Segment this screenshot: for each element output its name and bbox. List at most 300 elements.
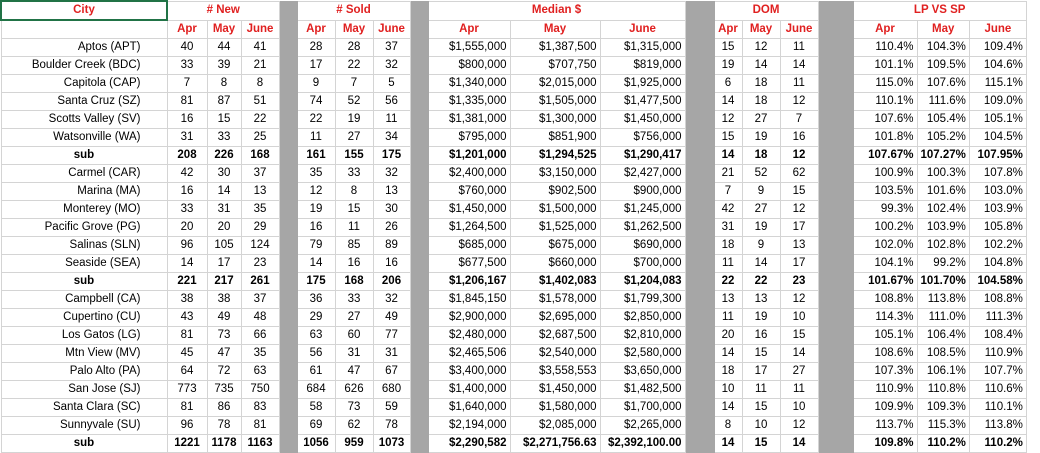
sold-cell[interactable]: 16 <box>373 255 410 273</box>
sold-cell[interactable]: 22 <box>297 111 335 129</box>
new-cell[interactable]: 38 <box>167 291 207 309</box>
sold-cell[interactable]: 60 <box>335 327 373 345</box>
lpsp-cell[interactable]: 109.4% <box>969 39 1026 57</box>
new-cell[interactable]: 8 <box>207 75 241 93</box>
sold-cell[interactable]: 16 <box>297 219 335 237</box>
sold-cell[interactable]: 32 <box>373 165 410 183</box>
lpsp-cell[interactable]: 104.58% <box>969 273 1026 291</box>
median-cell[interactable]: $707,750 <box>510 57 600 75</box>
sold-cell[interactable]: 37 <box>373 39 410 57</box>
lpsp-cell[interactable]: 110.1% <box>969 399 1026 417</box>
new-cell[interactable]: 1163 <box>241 435 279 453</box>
sold-cell[interactable]: 61 <box>297 363 335 381</box>
sold-cell[interactable]: 959 <box>335 435 373 453</box>
lpsp-cell[interactable]: 106.1% <box>917 363 969 381</box>
median-cell[interactable]: $800,000 <box>428 57 510 75</box>
sold-cell[interactable]: 34 <box>373 129 410 147</box>
lpsp-cell[interactable]: 103.9% <box>969 201 1026 219</box>
dom-cell[interactable]: 14 <box>780 435 818 453</box>
dom-cell[interactable]: 12 <box>714 111 742 129</box>
month-header-lpsp-0[interactable]: Apr <box>853 20 917 39</box>
dom-cell[interactable]: 22 <box>714 273 742 291</box>
sold-cell[interactable]: 30 <box>373 201 410 219</box>
median-cell[interactable]: $1,201,000 <box>428 147 510 165</box>
city-cell[interactable]: Sunnyvale (SU) <box>1 417 167 435</box>
new-cell[interactable]: 66 <box>241 327 279 345</box>
lpsp-cell[interactable]: 102.0% <box>853 237 917 255</box>
median-cell[interactable]: $2,392,100.00 <box>600 435 685 453</box>
lpsp-cell[interactable]: 113.7% <box>853 417 917 435</box>
lpsp-cell[interactable]: 107.8% <box>969 165 1026 183</box>
city-cell[interactable]: Los Gatos (LG) <box>1 327 167 345</box>
sold-cell[interactable]: 27 <box>335 129 373 147</box>
dom-cell[interactable]: 20 <box>714 327 742 345</box>
city-cell[interactable]: Santa Clara (SC) <box>1 399 167 417</box>
new-cell[interactable]: 14 <box>167 255 207 273</box>
new-cell[interactable]: 87 <box>207 93 241 111</box>
lpsp-cell[interactable]: 101.67% <box>853 273 917 291</box>
city-cell[interactable]: Carmel (CAR) <box>1 165 167 183</box>
dom-cell[interactable]: 11 <box>780 39 818 57</box>
lpsp-cell[interactable]: 115.3% <box>917 417 969 435</box>
dom-cell[interactable]: 13 <box>742 291 780 309</box>
new-cell[interactable]: 221 <box>167 273 207 291</box>
city-cell[interactable]: Scotts Valley (SV) <box>1 111 167 129</box>
lpsp-cell[interactable]: 108.5% <box>917 345 969 363</box>
sold-cell[interactable]: 161 <box>297 147 335 165</box>
header-median[interactable]: Median $ <box>428 1 685 20</box>
sold-cell[interactable]: 1056 <box>297 435 335 453</box>
median-cell[interactable]: $1,262,500 <box>600 219 685 237</box>
median-cell[interactable]: $2,085,000 <box>510 417 600 435</box>
new-cell[interactable]: 23 <box>241 255 279 273</box>
median-cell[interactable]: $1,290,417 <box>600 147 685 165</box>
median-cell[interactable]: $677,500 <box>428 255 510 273</box>
dom-cell[interactable]: 6 <box>714 75 742 93</box>
new-cell[interactable]: 41 <box>241 39 279 57</box>
median-cell[interactable]: $1,580,000 <box>510 399 600 417</box>
sold-cell[interactable]: 5 <box>373 75 410 93</box>
header-city[interactable]: City <box>1 1 167 20</box>
sold-cell[interactable]: 31 <box>373 345 410 363</box>
sold-cell[interactable]: 31 <box>335 345 373 363</box>
median-cell[interactable]: $2,265,000 <box>600 417 685 435</box>
city-cell[interactable]: San Jose (SJ) <box>1 381 167 399</box>
new-cell[interactable]: 16 <box>167 183 207 201</box>
dom-cell[interactable]: 14 <box>780 57 818 75</box>
dom-cell[interactable]: 15 <box>714 39 742 57</box>
lpsp-cell[interactable]: 109.3% <box>917 399 969 417</box>
dom-cell[interactable]: 15 <box>742 399 780 417</box>
dom-cell[interactable]: 22 <box>742 273 780 291</box>
new-cell[interactable]: 37 <box>241 291 279 309</box>
lpsp-cell[interactable]: 101.70% <box>917 273 969 291</box>
sold-cell[interactable]: 85 <box>335 237 373 255</box>
median-cell[interactable]: $1,204,083 <box>600 273 685 291</box>
sold-cell[interactable]: 56 <box>297 345 335 363</box>
month-header-new-2[interactable]: June <box>241 20 279 39</box>
sold-cell[interactable]: 63 <box>297 327 335 345</box>
median-cell[interactable]: $1,402,083 <box>510 273 600 291</box>
new-cell[interactable]: 261 <box>241 273 279 291</box>
median-cell[interactable]: $1,450,000 <box>510 381 600 399</box>
sold-cell[interactable]: 680 <box>373 381 410 399</box>
new-cell[interactable]: 33 <box>167 57 207 75</box>
median-cell[interactable]: $819,000 <box>600 57 685 75</box>
dom-cell[interactable]: 12 <box>780 291 818 309</box>
median-cell[interactable]: $2,850,000 <box>600 309 685 327</box>
dom-cell[interactable]: 42 <box>714 201 742 219</box>
lpsp-cell[interactable]: 104.3% <box>917 39 969 57</box>
new-cell[interactable]: 81 <box>167 399 207 417</box>
median-cell[interactable]: $1,477,500 <box>600 93 685 111</box>
sold-cell[interactable]: 52 <box>335 93 373 111</box>
new-cell[interactable]: 33 <box>207 129 241 147</box>
new-cell[interactable]: 14 <box>207 183 241 201</box>
median-cell[interactable]: $1,340,000 <box>428 75 510 93</box>
lpsp-cell[interactable]: 108.4% <box>969 327 1026 345</box>
median-cell[interactable]: $3,558,553 <box>510 363 600 381</box>
median-cell[interactable]: $3,400,000 <box>428 363 510 381</box>
city-cell[interactable]: Campbell (CA) <box>1 291 167 309</box>
median-cell[interactable]: $1,400,000 <box>428 381 510 399</box>
sold-cell[interactable]: 26 <box>373 219 410 237</box>
median-cell[interactable]: $2,480,000 <box>428 327 510 345</box>
city-cell[interactable]: Mtn View (MV) <box>1 345 167 363</box>
median-cell[interactable]: $1,640,000 <box>428 399 510 417</box>
dom-cell[interactable]: 12 <box>780 93 818 111</box>
new-cell[interactable]: 45 <box>167 345 207 363</box>
sold-cell[interactable]: 155 <box>335 147 373 165</box>
month-header-new-0[interactable]: Apr <box>167 20 207 39</box>
sold-cell[interactable]: 33 <box>335 165 373 183</box>
new-cell[interactable]: 17 <box>207 255 241 273</box>
dom-cell[interactable]: 14 <box>714 345 742 363</box>
lpsp-cell[interactable]: 101.8% <box>853 129 917 147</box>
new-cell[interactable]: 15 <box>207 111 241 129</box>
new-cell[interactable]: 44 <box>207 39 241 57</box>
median-cell[interactable]: $700,000 <box>600 255 685 273</box>
new-cell[interactable]: 73 <box>207 327 241 345</box>
sold-cell[interactable]: 19 <box>335 111 373 129</box>
dom-cell[interactable]: 9 <box>742 237 780 255</box>
sold-cell[interactable]: 33 <box>335 291 373 309</box>
city-cell[interactable]: Boulder Creek (BDC) <box>1 57 167 75</box>
dom-cell[interactable]: 14 <box>742 57 780 75</box>
new-cell[interactable]: 217 <box>207 273 241 291</box>
sold-cell[interactable]: 56 <box>373 93 410 111</box>
lpsp-cell[interactable]: 107.95% <box>969 147 1026 165</box>
dom-cell[interactable]: 19 <box>714 57 742 75</box>
lpsp-cell[interactable]: 107.27% <box>917 147 969 165</box>
new-cell[interactable]: 96 <box>167 237 207 255</box>
lpsp-cell[interactable]: 104.8% <box>969 255 1026 273</box>
dom-cell[interactable]: 17 <box>742 363 780 381</box>
dom-cell[interactable]: 8 <box>714 417 742 435</box>
median-cell[interactable]: $2,580,000 <box>600 345 685 363</box>
sold-cell[interactable]: 89 <box>373 237 410 255</box>
month-header-lpsp-2[interactable]: June <box>969 20 1026 39</box>
lpsp-cell[interactable]: 105.1% <box>853 327 917 345</box>
sold-cell[interactable]: 175 <box>373 147 410 165</box>
median-cell[interactable]: $660,000 <box>510 255 600 273</box>
lpsp-cell[interactable]: 103.9% <box>917 219 969 237</box>
dom-cell[interactable]: 14 <box>780 345 818 363</box>
new-cell[interactable]: 13 <box>241 183 279 201</box>
new-cell[interactable]: 96 <box>167 417 207 435</box>
lpsp-cell[interactable]: 101.6% <box>917 183 969 201</box>
median-cell[interactable]: $1,500,000 <box>510 201 600 219</box>
dom-cell[interactable]: 7 <box>714 183 742 201</box>
median-cell[interactable]: $1,264,500 <box>428 219 510 237</box>
new-cell[interactable]: 735 <box>207 381 241 399</box>
new-cell[interactable]: 43 <box>167 309 207 327</box>
sold-cell[interactable]: 684 <box>297 381 335 399</box>
sold-cell[interactable]: 32 <box>373 291 410 309</box>
median-cell[interactable]: $900,000 <box>600 183 685 201</box>
dom-cell[interactable]: 12 <box>742 39 780 57</box>
dom-cell[interactable]: 19 <box>742 219 780 237</box>
lpsp-cell[interactable]: 101.1% <box>853 57 917 75</box>
dom-cell[interactable]: 14 <box>714 147 742 165</box>
city-cell[interactable]: Cupertino (CU) <box>1 309 167 327</box>
month-header-median-0[interactable]: Apr <box>428 20 510 39</box>
lpsp-cell[interactable]: 107.67% <box>853 147 917 165</box>
sold-cell[interactable]: 13 <box>373 183 410 201</box>
sold-cell[interactable]: 17 <box>297 57 335 75</box>
lpsp-cell[interactable]: 113.8% <box>917 291 969 309</box>
lpsp-cell[interactable]: 110.1% <box>853 93 917 111</box>
sold-cell[interactable]: 8 <box>335 183 373 201</box>
dom-cell[interactable]: 15 <box>742 435 780 453</box>
lpsp-cell[interactable]: 107.6% <box>853 111 917 129</box>
new-cell[interactable]: 773 <box>167 381 207 399</box>
lpsp-cell[interactable]: 102.4% <box>917 201 969 219</box>
new-cell[interactable]: 20 <box>207 219 241 237</box>
dom-cell[interactable]: 31 <box>714 219 742 237</box>
dom-cell[interactable]: 27 <box>780 363 818 381</box>
dom-cell[interactable]: 14 <box>714 93 742 111</box>
median-cell[interactable]: $1,700,000 <box>600 399 685 417</box>
sold-cell[interactable]: 74 <box>297 93 335 111</box>
median-cell[interactable]: $2,427,000 <box>600 165 685 183</box>
dom-cell[interactable]: 12 <box>780 201 818 219</box>
sold-cell[interactable]: 12 <box>297 183 335 201</box>
new-cell[interactable]: 37 <box>241 165 279 183</box>
new-cell[interactable]: 1221 <box>167 435 207 453</box>
dom-cell[interactable]: 15 <box>780 327 818 345</box>
dom-cell[interactable]: 11 <box>780 75 818 93</box>
dom-cell[interactable]: 18 <box>714 363 742 381</box>
month-header-sold-1[interactable]: May <box>335 20 373 39</box>
lpsp-cell[interactable]: 99.2% <box>917 255 969 273</box>
median-cell[interactable]: $851,900 <box>510 129 600 147</box>
month-header-blank[interactable] <box>1 20 167 39</box>
city-cell[interactable]: Pacific Grove (PG) <box>1 219 167 237</box>
new-cell[interactable]: 38 <box>207 291 241 309</box>
median-cell[interactable]: $1,206,167 <box>428 273 510 291</box>
dom-cell[interactable]: 18 <box>714 237 742 255</box>
sold-cell[interactable]: 19 <box>297 201 335 219</box>
city-cell[interactable]: Seaside (SEA) <box>1 255 167 273</box>
month-header-new-1[interactable]: May <box>207 20 241 39</box>
dom-cell[interactable]: 15 <box>714 129 742 147</box>
sold-cell[interactable]: 29 <box>297 309 335 327</box>
lpsp-cell[interactable]: 111.6% <box>917 93 969 111</box>
month-header-dom-0[interactable]: Apr <box>714 20 742 39</box>
sold-cell[interactable]: 1073 <box>373 435 410 453</box>
lpsp-cell[interactable]: 108.8% <box>969 291 1026 309</box>
lpsp-cell[interactable]: 100.9% <box>853 165 917 183</box>
new-cell[interactable]: 208 <box>167 147 207 165</box>
median-cell[interactable]: $1,387,500 <box>510 39 600 57</box>
new-cell[interactable]: 49 <box>207 309 241 327</box>
lpsp-cell[interactable]: 104.6% <box>969 57 1026 75</box>
city-cell[interactable]: Salinas (SLN) <box>1 237 167 255</box>
median-cell[interactable]: $1,315,000 <box>600 39 685 57</box>
month-header-sold-2[interactable]: June <box>373 20 410 39</box>
new-cell[interactable]: 29 <box>241 219 279 237</box>
city-cell[interactable]: Watsonville (WA) <box>1 129 167 147</box>
sold-cell[interactable]: 58 <box>297 399 335 417</box>
dom-cell[interactable]: 18 <box>742 93 780 111</box>
lpsp-cell[interactable]: 107.7% <box>969 363 1026 381</box>
sold-cell[interactable]: 22 <box>335 57 373 75</box>
dom-cell[interactable]: 14 <box>742 255 780 273</box>
sold-cell[interactable]: 36 <box>297 291 335 309</box>
lpsp-cell[interactable]: 110.9% <box>853 381 917 399</box>
lpsp-cell[interactable]: 105.8% <box>969 219 1026 237</box>
lpsp-cell[interactable]: 103.0% <box>969 183 1026 201</box>
month-header-median-2[interactable]: June <box>600 20 685 39</box>
new-cell[interactable]: 16 <box>167 111 207 129</box>
lpsp-cell[interactable]: 110.2% <box>917 435 969 453</box>
new-cell[interactable]: 81 <box>167 93 207 111</box>
dom-cell[interactable]: 11 <box>742 381 780 399</box>
sold-cell[interactable]: 9 <box>297 75 335 93</box>
dom-cell[interactable]: 18 <box>742 75 780 93</box>
sold-cell[interactable]: 206 <box>373 273 410 291</box>
new-cell[interactable]: 39 <box>207 57 241 75</box>
dom-cell[interactable]: 10 <box>714 381 742 399</box>
new-cell[interactable]: 226 <box>207 147 241 165</box>
sold-cell[interactable]: 168 <box>335 273 373 291</box>
dom-cell[interactable]: 11 <box>780 381 818 399</box>
sold-cell[interactable]: 15 <box>335 201 373 219</box>
lpsp-cell[interactable]: 105.4% <box>917 111 969 129</box>
city-cell[interactable]: Marina (MA) <box>1 183 167 201</box>
median-cell[interactable]: $1,925,000 <box>600 75 685 93</box>
new-cell[interactable]: 20 <box>167 219 207 237</box>
median-cell[interactable]: $1,578,000 <box>510 291 600 309</box>
new-cell[interactable]: 78 <box>207 417 241 435</box>
lpsp-cell[interactable]: 115.1% <box>969 75 1026 93</box>
median-cell[interactable]: $1,555,000 <box>428 39 510 57</box>
month-header-dom-2[interactable]: June <box>780 20 818 39</box>
lpsp-cell[interactable]: 109.5% <box>917 57 969 75</box>
new-cell[interactable]: 83 <box>241 399 279 417</box>
sold-cell[interactable]: 28 <box>297 39 335 57</box>
dom-cell[interactable]: 17 <box>780 219 818 237</box>
median-cell[interactable]: $2,015,000 <box>510 75 600 93</box>
lpsp-cell[interactable]: 102.2% <box>969 237 1026 255</box>
new-cell[interactable]: 25 <box>241 129 279 147</box>
new-cell[interactable]: 8 <box>241 75 279 93</box>
median-cell[interactable]: $760,000 <box>428 183 510 201</box>
median-cell[interactable]: $2,695,000 <box>510 309 600 327</box>
median-cell[interactable]: $1,381,000 <box>428 111 510 129</box>
lpsp-cell[interactable]: 100.3% <box>917 165 969 183</box>
new-cell[interactable]: 1178 <box>207 435 241 453</box>
sold-cell[interactable]: 78 <box>373 417 410 435</box>
new-cell[interactable]: 40 <box>167 39 207 57</box>
dom-cell[interactable]: 16 <box>780 129 818 147</box>
lpsp-cell[interactable]: 111.0% <box>917 309 969 327</box>
median-cell[interactable]: $1,294,525 <box>510 147 600 165</box>
median-cell[interactable]: $795,000 <box>428 129 510 147</box>
lpsp-cell[interactable]: 105.1% <box>969 111 1026 129</box>
sold-cell[interactable]: 67 <box>373 363 410 381</box>
median-cell[interactable]: $2,400,000 <box>428 165 510 183</box>
sold-cell[interactable]: 11 <box>335 219 373 237</box>
sold-cell[interactable]: 11 <box>297 129 335 147</box>
median-cell[interactable]: $756,000 <box>600 129 685 147</box>
dom-cell[interactable]: 12 <box>780 147 818 165</box>
dom-cell[interactable]: 19 <box>742 309 780 327</box>
dom-cell[interactable]: 62 <box>780 165 818 183</box>
median-cell[interactable]: $1,245,000 <box>600 201 685 219</box>
new-cell[interactable]: 81 <box>241 417 279 435</box>
sold-cell[interactable]: 175 <box>297 273 335 291</box>
month-header-dom-1[interactable]: May <box>742 20 780 39</box>
sold-cell[interactable]: 28 <box>335 39 373 57</box>
sold-cell[interactable]: 14 <box>297 255 335 273</box>
header-new[interactable]: # New <box>167 1 279 20</box>
lpsp-cell[interactable]: 109.8% <box>853 435 917 453</box>
dom-cell[interactable]: 18 <box>742 147 780 165</box>
new-cell[interactable]: 72 <box>207 363 241 381</box>
sold-cell[interactable]: 73 <box>335 399 373 417</box>
sold-cell[interactable]: 626 <box>335 381 373 399</box>
lpsp-cell[interactable]: 110.6% <box>969 381 1026 399</box>
new-cell[interactable]: 22 <box>241 111 279 129</box>
new-cell[interactable]: 81 <box>167 327 207 345</box>
new-cell[interactable]: 33 <box>167 201 207 219</box>
new-cell[interactable]: 35 <box>241 201 279 219</box>
new-cell[interactable]: 31 <box>207 201 241 219</box>
city-cell[interactable]: Capitola (CAP) <box>1 75 167 93</box>
sold-cell[interactable]: 16 <box>335 255 373 273</box>
median-cell[interactable]: $685,000 <box>428 237 510 255</box>
dom-cell[interactable]: 13 <box>714 291 742 309</box>
lpsp-cell[interactable]: 107.3% <box>853 363 917 381</box>
lpsp-cell[interactable]: 110.8% <box>917 381 969 399</box>
median-cell[interactable]: $3,650,000 <box>600 363 685 381</box>
median-cell[interactable]: $690,000 <box>600 237 685 255</box>
lpsp-cell[interactable]: 110.2% <box>969 435 1026 453</box>
sold-cell[interactable]: 7 <box>335 75 373 93</box>
median-cell[interactable]: $2,687,500 <box>510 327 600 345</box>
dom-cell[interactable]: 27 <box>742 201 780 219</box>
new-cell[interactable]: 63 <box>241 363 279 381</box>
dom-cell[interactable]: 17 <box>780 255 818 273</box>
new-cell[interactable]: 47 <box>207 345 241 363</box>
sold-cell[interactable]: 59 <box>373 399 410 417</box>
dom-cell[interactable]: 15 <box>742 345 780 363</box>
city-cell[interactable]: Aptos (APT) <box>1 39 167 57</box>
dom-cell[interactable]: 10 <box>780 309 818 327</box>
median-cell[interactable]: $1,335,000 <box>428 93 510 111</box>
